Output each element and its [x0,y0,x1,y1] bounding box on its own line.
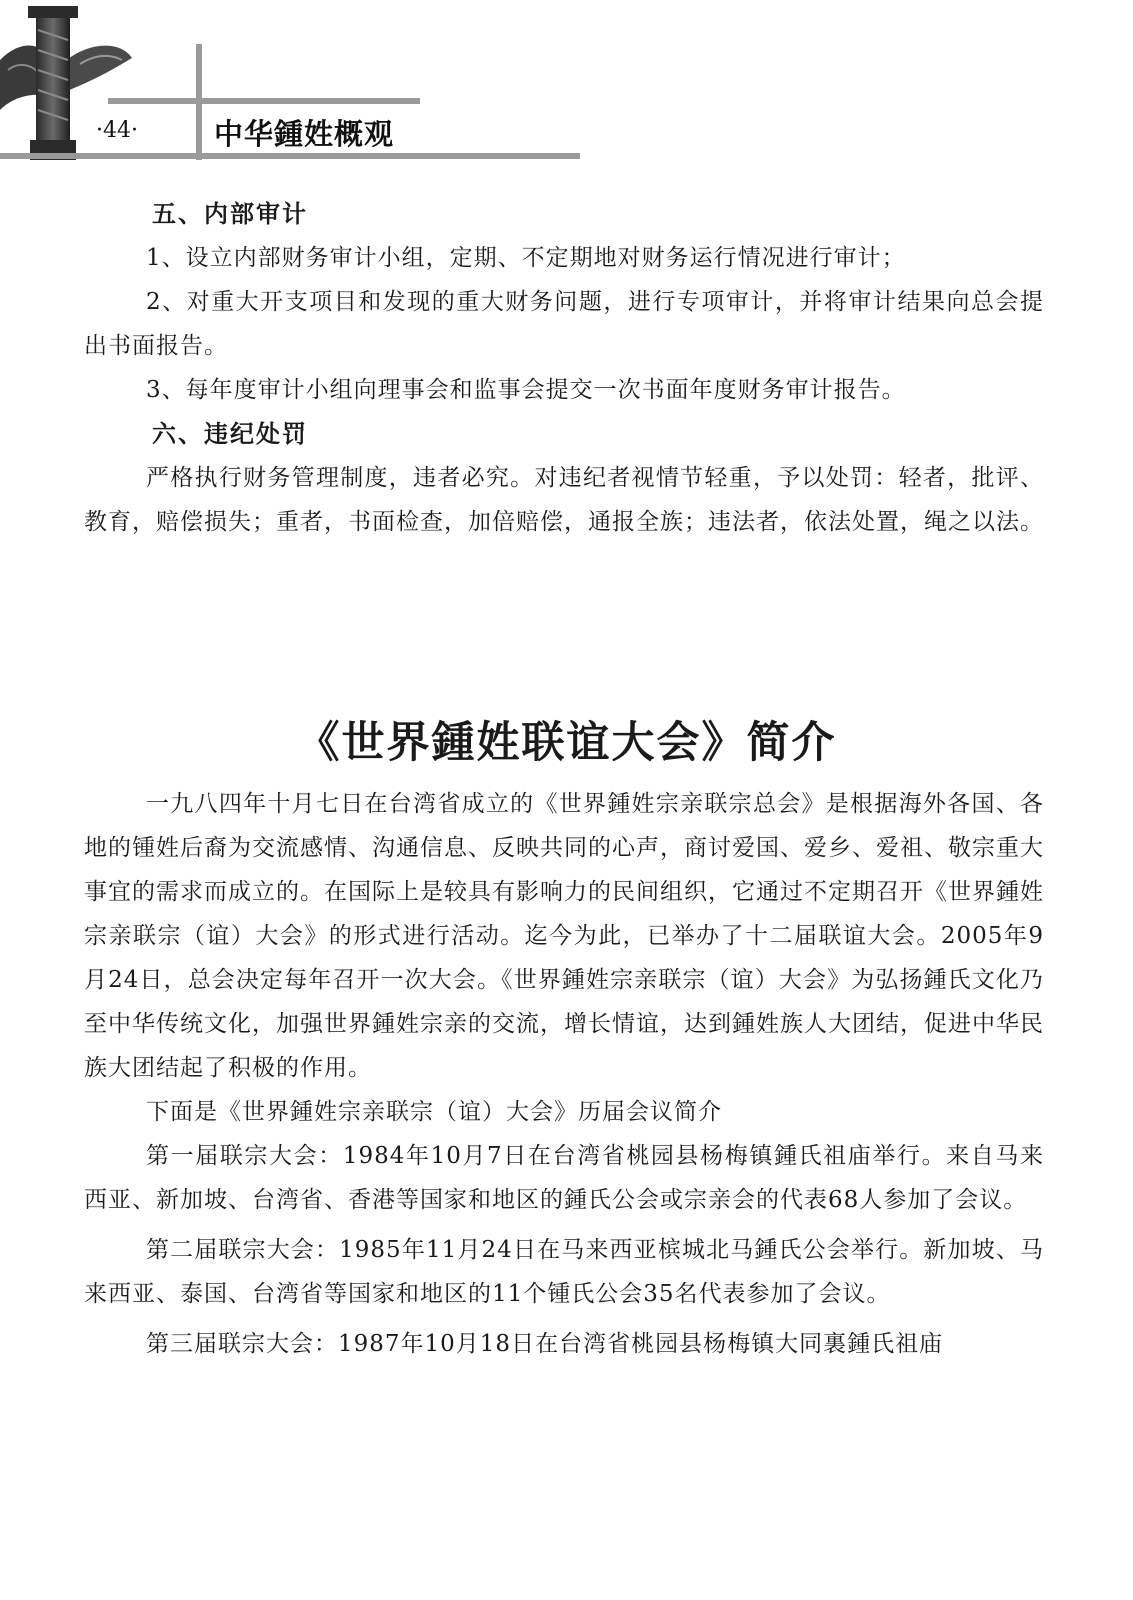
section-heading: 五、内部审计 [152,199,308,228]
header-rule-top [108,98,420,104]
article-title: 《世界鍾姓联谊大会》简介 [296,717,837,768]
regulations-section [84,192,1044,544]
paragraph: 第三届联宗大会：1987年10月18日在台湾省桃园县杨梅镇大同裏鍾氏祖庙 [146,1331,944,1357]
header-rule-bottom [0,153,580,159]
paragraph: 一九八四年十月七日在台湾省成立的《世界鍾姓宗亲联宗总会》是根据海外各国、各地的锺姓后裔为交流感情、沟通信息、反映共同的心声，商讨爱国、爱乡、爱祖、敬宗重大事宜的需求而成立的。在国际上是较具有影响力的民间组织，它通过不定期召开《世界鍾姓宗亲联宗（谊）大会》的形式进行活动。迄今为此，已举办了十二届联谊大会。2005年9月24日，总会决定每年召开一次大会。《世界鍾姓宗亲联宗（谊）大会》为弘扬鍾氏文化乃至中华传统文化，加强世界鍾姓宗亲的交流，增长情谊，达到鍾姓族人大团结，促进中华民族大团结起了积极的作用。 [84,791,1044,1081]
header-rule-vertical [196,44,202,160]
article-body [84,782,1044,1366]
section-discipline [84,412,1044,544]
paragraph: 严格执行财务管理制度，违者必究。对违纪者视情节轻重，予以处罚：轻者，批评、教育，赔偿损失；重者，书面检查，加倍赔偿，通报全族；违法者，依法处置，绳之以法。 [84,465,1044,535]
paragraph: 第一届联宗大会：1984年10月7日在台湾省桃园县杨梅镇鍾氏祖庙举行。来自马来西亚、新加坡、台湾省、香港等国家和地区的鍾氏公会或宗亲会的代表68人参加了会议。 [84,1143,1044,1213]
paragraph: 下面是《世界鍾姓宗亲联宗（谊）大会》历届会议简介 [146,1099,722,1125]
book-title: 中华鍾姓概观 [214,117,395,151]
section-internal-audit [84,192,1044,412]
section-heading: 六、违纪处罚 [152,419,308,448]
paragraph: 2、对重大开支项目和发现的重大财务问题，进行专项审计，并将审计结果向总会提出书面报告。 [84,289,1044,359]
page-header [0,0,1133,170]
page-number: ·44· [96,118,138,143]
paragraph: 1、设立内部财务审计小组，定期、不定期地对财务运行情况进行审计； [146,245,906,271]
paragraph: 第二届联宗大会：1985年11月24日在马来西亚槟城北马鍾氏公会举行。新加坡、马来西亚、泰国、台湾省等国家和地区的11个锺氏公会35名代表参加了会议。 [84,1237,1044,1307]
paragraph: 3、每年度审计小组向理事会和监事会提交一次书面年度财务审计报告。 [146,377,906,403]
